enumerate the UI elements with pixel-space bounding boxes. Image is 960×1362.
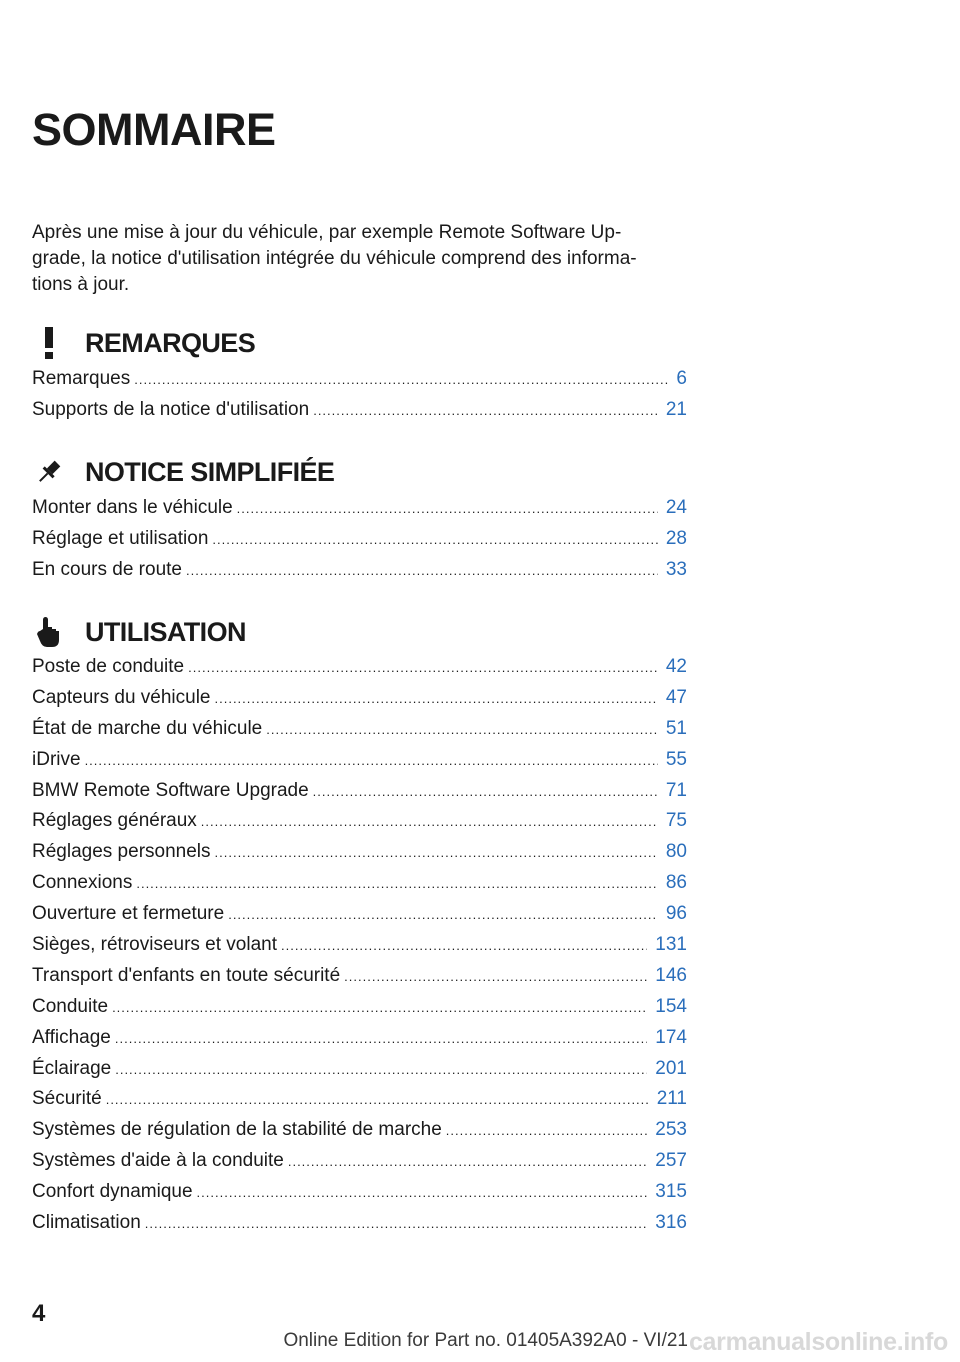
toc-page-link[interactable]: 28 [665,527,687,549]
dot-leader [228,900,658,931]
toc-entry[interactable] [32,652,687,683]
dot-leader [215,838,658,869]
dot-leader [106,1085,649,1116]
toc-entry[interactable] [32,1054,687,1085]
toc-page-link[interactable]: 51 [665,717,687,739]
toc-entry-label: Confort dynamique [32,1181,193,1203]
toc-page-link[interactable]: 80 [665,841,687,863]
toc-entry[interactable] [32,1208,687,1239]
toc-entry-label: Climatisation [32,1212,141,1234]
section-header-utilisation [32,615,246,649]
toc-entry[interactable] [32,714,687,745]
toc-page-link[interactable]: 42 [665,656,687,677]
toc-page-link[interactable]: 86 [665,872,687,894]
toc-page-link[interactable]: 211 [656,1088,687,1110]
toc-entry-label: iDrive [32,748,81,770]
dot-leader [237,494,658,525]
toc-page-link[interactable]: 316 [655,1212,687,1234]
dot-leader [446,1116,648,1147]
toc-entry-label: Sécurité [32,1088,102,1110]
intro-line: grade, la notice d'utilisation intégrée du véhicule comprend des informa‐ [32,248,637,269]
toc-page-link[interactable]: 131 [655,934,687,956]
dot-leader [313,777,658,808]
toc-page-link[interactable]: 174 [655,1026,687,1048]
toc-list-notice-simplifiee [32,493,687,586]
exclamation-icon [32,326,66,360]
toc-page-link[interactable]: 21 [665,398,687,420]
dot-leader [288,1147,647,1178]
toc-entry[interactable] [32,1115,687,1146]
toc-entry[interactable] [32,395,687,426]
toc-page-link[interactable]: 6 [676,368,687,389]
toc-page-link[interactable]: 315 [655,1181,687,1203]
toc-entry-label: Supports de la notice d'utilisation [32,398,310,420]
toc-entry-label: Affichage [32,1026,111,1048]
section-title: REMARQUES [85,328,256,358]
toc-page-link[interactable]: 75 [665,810,687,832]
page-title: SOMMAIRE [32,104,276,155]
toc-page-link[interactable]: 146 [655,964,687,986]
toc-page-link[interactable]: 253 [655,1119,687,1141]
dot-leader [212,525,657,556]
dot-leader [115,1055,647,1086]
toc-entry[interactable] [32,837,687,868]
section-title: UTILISATION [85,617,246,647]
toc-entry-label: Monter dans le véhicule [32,497,233,518]
toc-entry-label: Capteurs du véhicule [32,686,211,708]
toc-entry-label: BMW Remote Software Upgrade [32,779,309,801]
toc-entry-label: Sièges, rétroviseurs et volant [32,934,278,956]
toc-page-link[interactable]: 33 [665,558,687,580]
toc-page-link[interactable]: 47 [665,686,687,708]
section-header-remarques [32,326,256,360]
toc-entry-label: Réglages personnels [32,841,211,863]
watermark-text: carmanualsonline.info [688,1328,948,1356]
dot-leader [188,653,658,684]
toc-entry[interactable] [32,1084,687,1115]
dot-leader [115,1024,647,1055]
dot-leader [215,684,658,715]
dot-leader [85,746,658,777]
toc-entry-label: Conduite [32,995,109,1017]
toc-entry-label: Réglages généraux [32,810,197,832]
toc-entry-label: Éclairage [32,1057,112,1079]
toc-entry[interactable] [32,1146,687,1177]
intro-line: Après une mise à jour du véhicule, par exemple Remote Software Up‐ [32,222,622,243]
dot-leader [281,931,647,962]
toc-page-link[interactable]: 24 [665,497,687,518]
dot-leader [134,365,668,396]
toc-page-link[interactable]: 96 [665,903,687,925]
toc-page-link[interactable]: 55 [665,748,687,770]
toc-entry[interactable] [32,806,687,837]
toc-entry-label: Transport d'enfants en toute sécurité [32,964,341,986]
dot-leader [197,1178,648,1209]
toc-page-link[interactable]: 154 [655,995,687,1017]
pointing-hand-icon [32,615,66,649]
toc-entry-label: Connexions [32,872,133,894]
toc-entry[interactable] [32,555,687,586]
toc-page-link[interactable]: 201 [655,1057,687,1079]
toc-entry[interactable] [32,683,687,714]
intro-line: tions à jour. [32,274,130,295]
page-number: 4 [32,1300,46,1327]
toc-entry-label: En cours de route [32,558,182,580]
toc-entry[interactable] [32,364,687,395]
dot-leader [266,715,658,746]
toc-entry-label: Remarques [32,368,131,389]
toc-entry-label: Réglage et utilisation [32,527,209,549]
toc-entry[interactable] [32,868,687,899]
dot-leader [186,556,658,587]
toc-entry[interactable] [32,776,687,807]
toc-entry[interactable] [32,1177,687,1208]
dot-leader [313,396,658,427]
toc-entry[interactable] [32,493,687,524]
toc-entry-label: État de marche du véhicule [32,717,263,739]
toc-entry[interactable] [32,930,687,961]
dot-leader [136,869,658,900]
toc-entry-label: Poste de conduite [32,656,185,677]
footer-edition-note: Online Edition for Part no. 01405A392A0 - VI/21 [283,1330,688,1351]
toc-page-link[interactable]: 257 [655,1150,687,1172]
toc-page-link[interactable]: 71 [665,779,687,801]
section-title: NOTICE SIMPLIFIÉE [85,457,335,487]
toc-entry[interactable] [32,992,687,1023]
toc-entry[interactable] [32,745,687,776]
toc-entry-label: Systèmes de régulation de la stabilité de marche [32,1119,442,1141]
toc-entry-label: Ouverture et fermeture [32,903,225,925]
toc-entry[interactable] [32,1023,687,1054]
section-header-notice-simplifiee [32,455,335,489]
toc-list-remarques [32,364,687,426]
dot-leader [145,1209,648,1240]
toc-list-utilisation [32,652,687,1239]
pushpin-icon [32,455,66,489]
dot-leader [112,993,647,1024]
dot-leader [344,962,647,993]
toc-entry[interactable] [32,899,687,930]
toc-entry[interactable] [32,524,687,555]
toc-entry-label: Systèmes d'aide à la conduite [32,1150,284,1172]
dot-leader [201,807,658,838]
toc-entry[interactable] [32,961,687,992]
intro-paragraph [32,220,682,298]
